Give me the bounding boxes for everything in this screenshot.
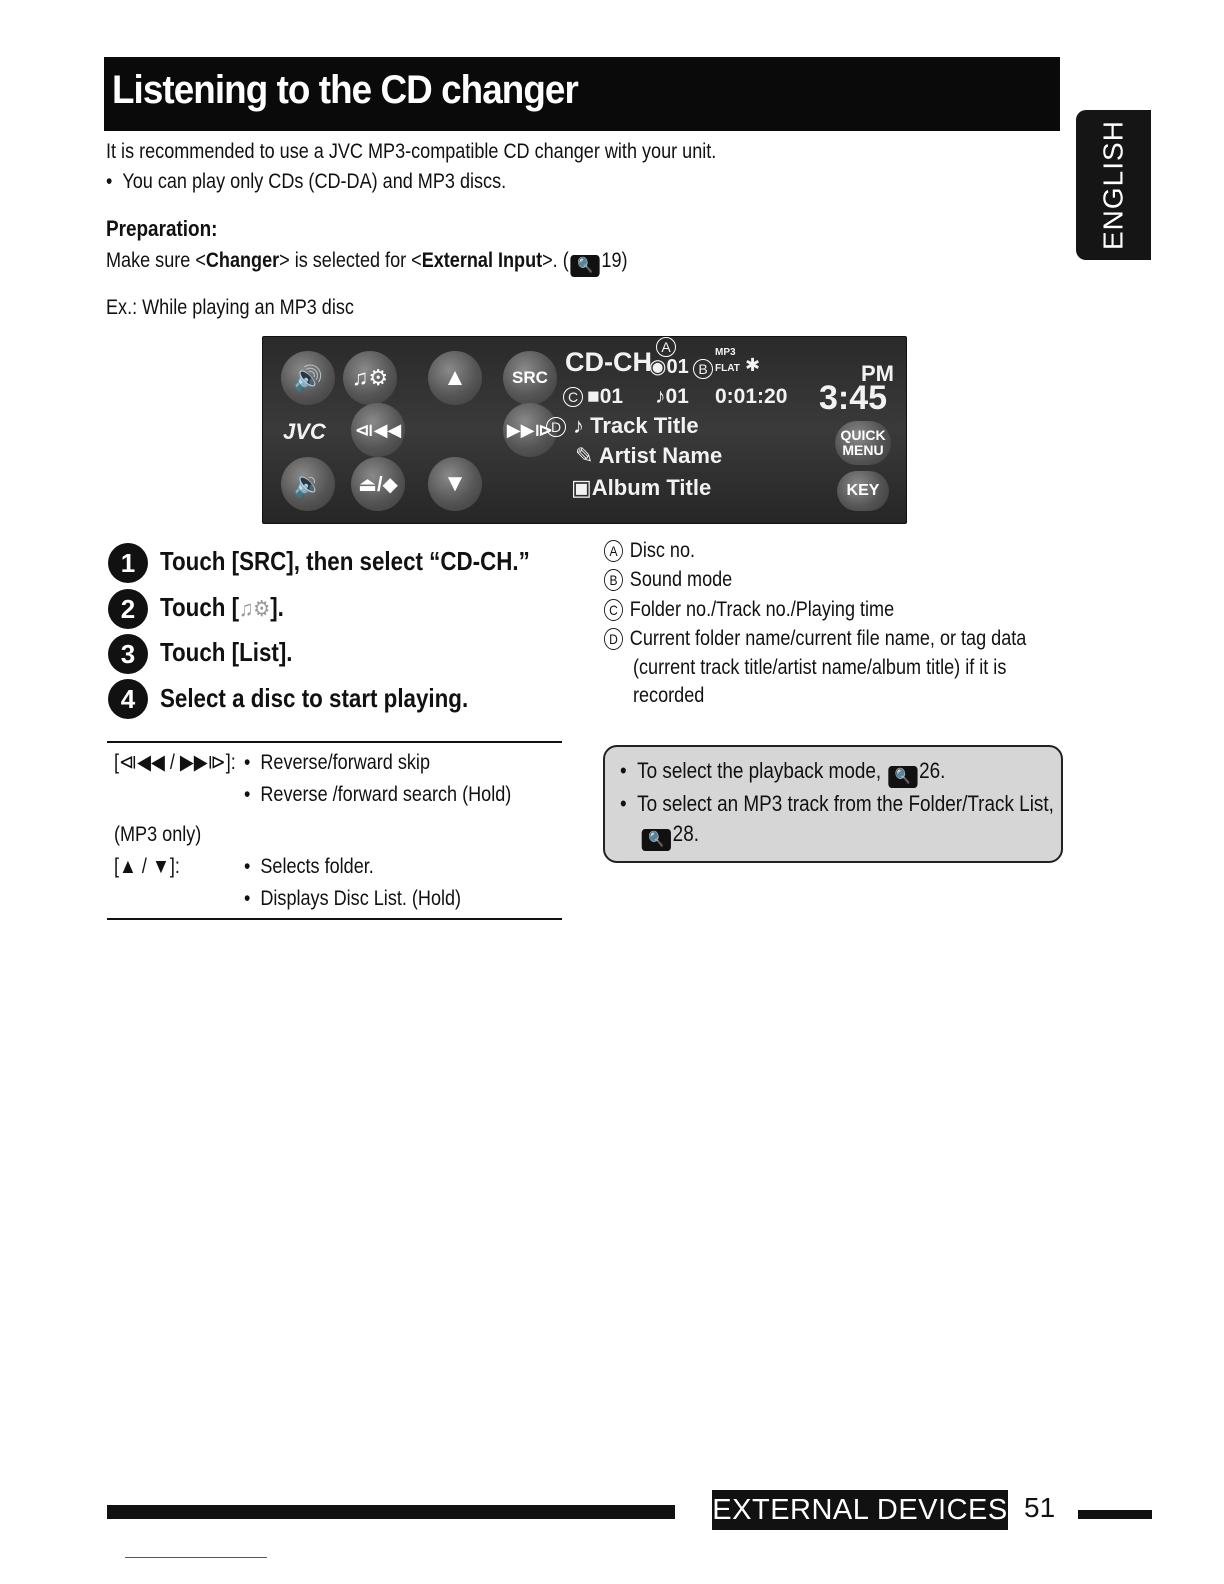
scan-artifact-line	[125, 1557, 267, 1558]
legend-c-letter: C	[604, 599, 623, 621]
step-3-number: 3	[108, 634, 148, 674]
source-readout: CD-CH	[565, 347, 652, 377]
skip-desc-1-text: Reverse/forward skip	[260, 751, 430, 774]
key-button[interactable]: KEY	[837, 471, 889, 511]
skip-desc-2: • Reverse /forward search (Hold)	[244, 783, 512, 806]
folder-desc-2-text: Displays Disc List. (Hold)	[260, 887, 462, 910]
legend-d-text: Current folder name/current file name, or tag data	[629, 627, 1027, 650]
track-title-value: Track Title	[590, 413, 699, 438]
skip-desc-1: • Reverse/forward skip	[244, 751, 430, 774]
legend-a-text: Disc no.	[629, 539, 696, 562]
step-1-number: 1	[108, 543, 148, 583]
info-line-1-ref: 26.	[919, 758, 946, 783]
step-1-text: Touch [SRC], then select “CD-CH.”	[160, 546, 530, 576]
unit-display-screen	[262, 336, 907, 524]
info-line-2: • To select an MP3 track from the Folder/Track List,	[620, 791, 1054, 816]
magnifier-ref-icon: 🔍	[570, 255, 599, 277]
track-number-value: 01	[665, 385, 689, 408]
callout-b: B	[693, 359, 713, 379]
disc-number: ◉01	[649, 356, 689, 378]
step-3-text: Touch [List].	[160, 637, 293, 667]
volume-up-button[interactable]: 🔊	[281, 351, 335, 405]
volume-down-button[interactable]: 🔉	[281, 457, 335, 511]
skip-key-label: [⧏◀◀ / ▶▶⧐]:	[114, 751, 236, 774]
folder-desc-2: • Displays Disc List. (Hold)	[244, 887, 462, 910]
intro-bullet-text: You can play only CDs (CD-DA) and MP3 discs.	[122, 170, 507, 193]
prep-middle: > is selected for <	[279, 249, 422, 272]
magnifier-ref-icon: 🔍	[888, 766, 917, 788]
folder-desc-1-text: Selects folder.	[260, 855, 374, 878]
info-line-2-ref-value: 28.	[672, 821, 699, 846]
callout-d: D	[546, 417, 566, 437]
bluetooth-icon: ✱	[745, 355, 761, 375]
folder-number-value: 01	[599, 385, 624, 408]
prep-external-input: External Input	[421, 249, 543, 272]
folder-number: ■01	[587, 385, 624, 408]
page-number: 51	[1024, 1492, 1056, 1523]
info-line-1: • To select the playback mode, 🔍 26.	[620, 757, 945, 788]
magnifier-ref-icon: 🔍	[642, 829, 671, 851]
info-line-1-text: To select the playback mode,	[637, 758, 882, 783]
down-arrow-button[interactable]: ▼	[428, 457, 482, 511]
controls-top-rule	[107, 741, 562, 743]
quick-menu-button[interactable]: QUICK MENU	[835, 421, 891, 465]
callout-c: C	[563, 387, 583, 407]
language-tab-label: ENGLISH	[1097, 120, 1129, 250]
prep-ref-page: 19)	[601, 249, 628, 272]
step-4-number: 4	[108, 679, 148, 719]
skip-forward-button[interactable]: ▶▶⧐	[503, 403, 557, 457]
folder-desc-1: • Selects folder.	[244, 855, 374, 878]
ampm-indicator: PM	[861, 361, 894, 386]
footer-bar-left	[107, 1505, 675, 1519]
legend-c	[604, 596, 894, 624]
legend-d-line2: (current track title/artist name/album title) if it is	[633, 656, 1007, 679]
legend-a-letter: A	[604, 540, 623, 562]
eject-angle-button[interactable]: ⏏/◆	[351, 457, 405, 511]
info-line-2-text: To select an MP3 track from the Folder/Track List,	[637, 791, 1054, 816]
playing-time: 0:01:20	[715, 385, 788, 408]
legend-b	[604, 566, 732, 594]
intro-bullet: • You can play only CDs (CD-DA) and MP3 discs.	[106, 170, 507, 193]
flat-badge: FLAT	[715, 363, 740, 374]
jvc-logo: JVC	[283, 419, 326, 444]
step-2-suffix: ].	[270, 592, 284, 622]
preparation-text	[106, 247, 628, 277]
example-label: Ex.: While playing an MP3 disc	[106, 296, 354, 319]
step-2-number: 2	[108, 589, 148, 629]
sound-mode-button[interactable]: ♫⚙	[343, 351, 397, 405]
footer-section-label: EXTERNAL DEVICES	[712, 1493, 1008, 1526]
step-2-prefix: Touch [	[160, 592, 240, 622]
track-number: ♪01	[655, 385, 689, 408]
disc-number-value: 01	[666, 356, 689, 378]
mp3-badge: MP3	[715, 347, 736, 358]
step-2-text	[160, 592, 284, 623]
artist-name: ✎ Artist Name	[575, 443, 723, 468]
prep-changer: Changer	[205, 249, 280, 272]
prep-suffix: >. (	[542, 249, 569, 272]
callout-a: A	[656, 337, 676, 357]
artist-name-value: Artist Name	[598, 443, 723, 468]
track-title: ♪ Track Title	[573, 413, 699, 438]
info-line-2-ref	[640, 820, 699, 851]
skip-back-button[interactable]: ⧏◀◀	[351, 403, 405, 457]
legend-a	[604, 537, 695, 565]
step-4-text: Select a disc to start playing.	[160, 683, 469, 713]
legend-b-text: Sound mode	[629, 568, 733, 591]
legend-d-letter: D	[604, 628, 623, 650]
legend-d	[604, 625, 1026, 653]
legend-b-letter: B	[604, 569, 623, 591]
intro-text: It is recommended to use a JVC MP3-compatible CD changer with your unit.	[106, 140, 717, 163]
page-title: Listening to the CD changer	[112, 68, 578, 112]
footer-bar-right	[1078, 1510, 1152, 1519]
mp3-only-label: (MP3 only)	[114, 823, 202, 846]
legend-c-text: Folder no./Track no./Playing time	[629, 598, 895, 621]
controls-bottom-rule	[107, 918, 562, 920]
album-title-value: Album Title	[591, 475, 712, 500]
album-title: ▣Album Title	[571, 475, 712, 500]
folder-key-label: [▲ / ▼]:	[114, 855, 180, 878]
sound-mode-icon: ♫⚙	[239, 596, 271, 621]
prep-prefix: Make sure <	[106, 249, 206, 272]
clock-readout: 3:45	[819, 379, 888, 417]
skip-desc-2-text: Reverse /forward search (Hold)	[260, 783, 512, 806]
legend-d-line3: recorded	[633, 684, 705, 707]
preparation-heading: Preparation:	[106, 216, 218, 241]
src-button[interactable]: SRC	[503, 351, 557, 405]
up-arrow-button[interactable]: ▲	[428, 351, 482, 405]
